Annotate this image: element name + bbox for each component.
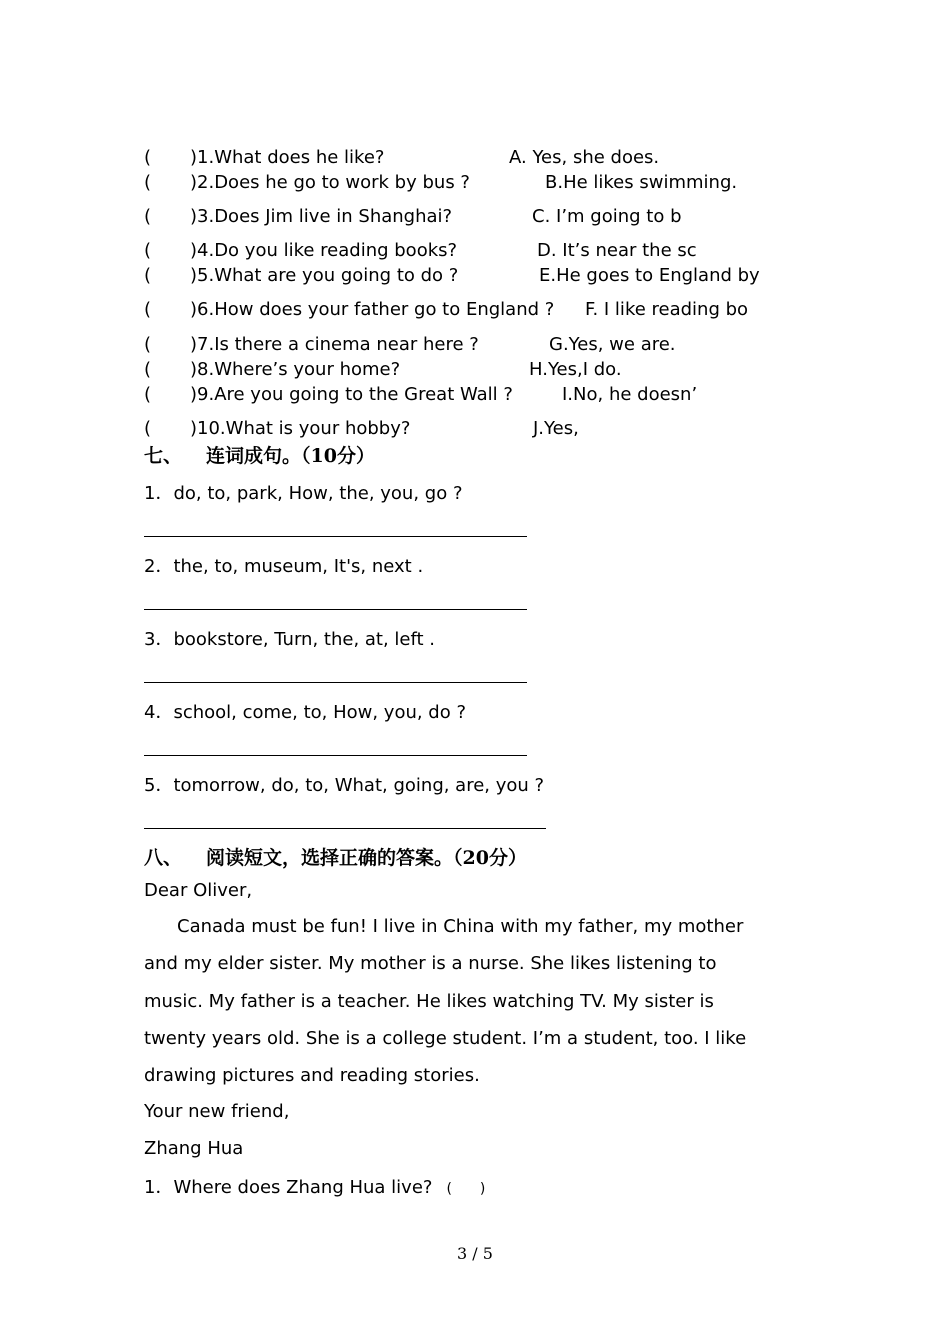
match-answer: I.No, he doesn’ (562, 384, 698, 405)
match-question: )3.Does Jim live in Shanghai? (190, 206, 453, 227)
match-question: )4.Do you like reading books? (190, 240, 458, 261)
match-answer: D. It’s near the sc (537, 240, 697, 261)
letter-signature: Zhang Hua (144, 1138, 244, 1159)
match-answer: C. I’m going to b (532, 206, 682, 227)
match-answer: A. Yes, she does. (509, 147, 660, 168)
letter-body-line-3: music. My father is a teacher. He likes watching TV. My sister is (144, 991, 714, 1012)
letter-body-line-4: twenty years old. She is a college student. I’m a student, too. I like (144, 1028, 747, 1049)
match-question: )2.Does he go to work by bus ? (190, 172, 470, 193)
match-question: )5.What are you going to do ? (190, 265, 459, 286)
match-answer: B.He likes swimming. (545, 172, 738, 193)
section-8-title: 阅读短文，选择正确的答案。（20分） (206, 847, 527, 869)
match-answer: F. I like reading bo (585, 299, 749, 320)
reading-question-1 (144, 1173, 485, 1199)
section-7-title: 连词成句。（10分） (206, 445, 375, 467)
letter-body-line-5: drawing pictures and reading stories. (144, 1065, 480, 1086)
answer-blank[interactable]: ( ) (446, 1181, 486, 1197)
page-number: 3 / 5 (457, 1244, 493, 1263)
match-answer: E.He goes to England by (539, 265, 760, 286)
letter-body-line-1: Canada must be fun! I live in China with my father, my mother (177, 916, 744, 937)
answer-paren: ( (144, 240, 152, 261)
answer-line-5[interactable] (144, 828, 546, 829)
section-8-heading (144, 843, 527, 870)
match-question: )10.What is your hobby? (190, 418, 411, 439)
letter-body-line-2: and my elder sister. My mother is a nurse. She likes listening to (144, 953, 717, 974)
sentence-item-4: 4．school, come, to, How, you, do ? (144, 702, 467, 723)
match-question: )1.What does he like? (190, 147, 385, 168)
letter-closing: Your new friend, (144, 1101, 290, 1122)
match-question: )7.Is there a cinema near here ? (190, 334, 479, 355)
sentence-item-2: 2．the, to, museum, It's, next . (144, 556, 424, 577)
answer-line-4[interactable] (144, 755, 527, 756)
match-answer: G.Yes, we are. (549, 334, 676, 355)
match-question: )6.How does your father go to England ? (190, 299, 555, 320)
sentence-item-3: 3．bookstore, Turn, the, at, left . (144, 629, 436, 650)
answer-paren: ( (144, 299, 152, 320)
answer-paren: ( (144, 418, 152, 439)
section-8-number: 八、 (144, 847, 183, 869)
answer-line-1[interactable] (144, 536, 527, 537)
reading-question-1-text: 1．Where does Zhang Hua live? (144, 1177, 433, 1198)
answer-paren: ( (144, 147, 152, 168)
match-question: )9.Are you going to the Great Wall ? (190, 384, 513, 405)
letter-greeting: Dear Oliver, (144, 880, 253, 901)
answer-line-2[interactable] (144, 609, 527, 610)
answer-paren: ( (144, 334, 152, 355)
answer-paren: ( (144, 172, 152, 193)
answer-paren: ( (144, 359, 152, 380)
answer-paren: ( (144, 384, 152, 405)
section-7-heading (144, 441, 375, 468)
answer-paren: ( (144, 206, 152, 227)
section-7-number: 七、 (144, 445, 183, 467)
match-question: )8.Where’s your home? (190, 359, 401, 380)
sentence-item-1: 1．do, to, park, How, the, you, go ? (144, 483, 463, 504)
match-answer: H.Yes,I do. (529, 359, 622, 380)
answer-line-3[interactable] (144, 682, 527, 683)
match-answer: J.Yes, (533, 418, 579, 439)
sentence-item-5: 5．tomorrow, do, to, What, going, are, you ? (144, 775, 545, 796)
answer-paren: ( (144, 265, 152, 286)
